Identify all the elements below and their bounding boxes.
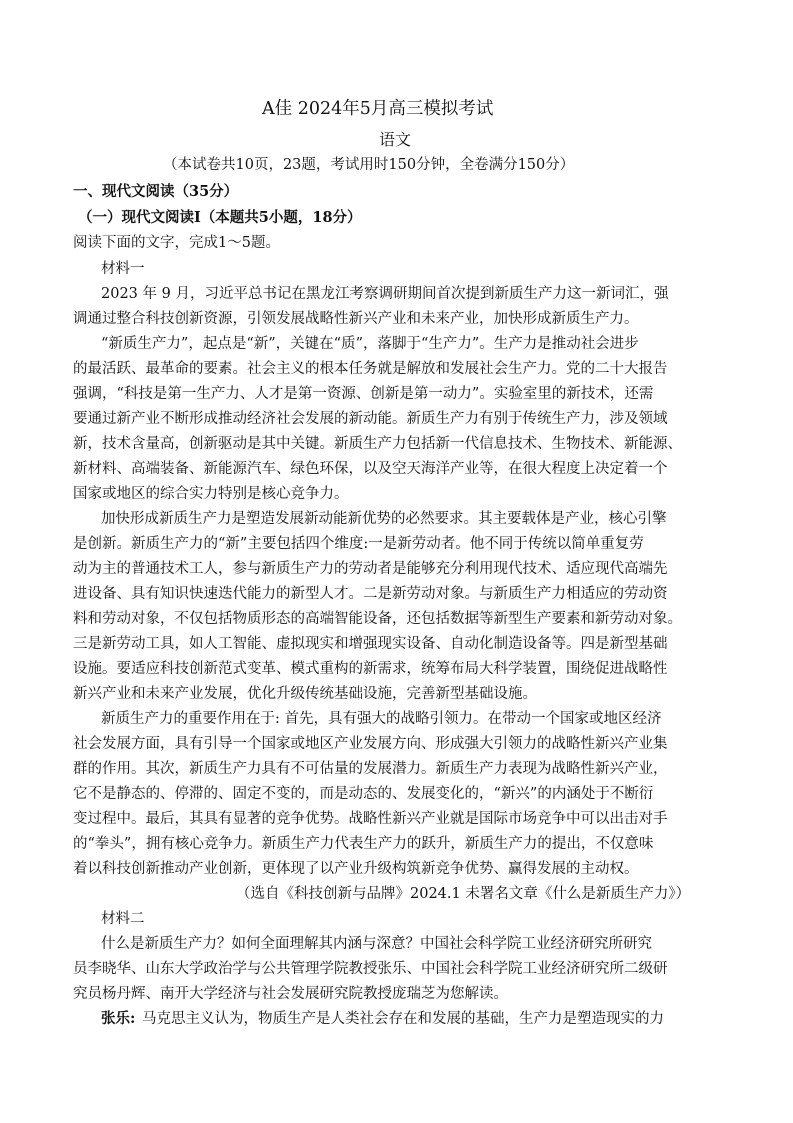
paragraph-line: 加快形成新质生产力是塑造发展新动能新优势的必然要求。其主要载体是产业，核心引擎 bbox=[101, 511, 667, 527]
paragraph-line: 料和劳动对象，不仅包括物质形态的高端智能设备，还包括数据等新型生产要素和新劳动对象。 bbox=[73, 611, 682, 627]
paragraph-line: 2023 年 9 月，习近平总书记在黑龙江考察调研期间首次提到新质生产力这一新词汇，强 bbox=[101, 286, 669, 302]
paragraph-line: 社会发展方面，具有引导一个国家或地区产业发展方向、形成强大引领力的战略性新兴产业集 bbox=[73, 736, 668, 752]
sub-section-heading: （一）现代文阅读Ⅰ（本题共5小题，18分） bbox=[78, 209, 362, 226]
paragraph-line: 新材料、高端装备、新能源汽车、绿色环保，以及空天海洋产业等，在很大程度上决定着一个 bbox=[73, 461, 668, 477]
exam-note: （本试卷共10页，23题，考试用时150分钟，全卷满分150分） bbox=[163, 157, 575, 173]
paragraph-line: 新质生产力的重要作用在于: 首先，具有强大的战略引领力。在带动一个国家或地区经济 bbox=[101, 711, 662, 727]
paragraph-line: 设施。要适应科技创新范式变革、模式重构的新需求，统筹布局大科学装置，围绕促进战略性 bbox=[73, 661, 668, 677]
paragraph-line: 群的作用。其次，新质生产力具有不可估量的发展潜力。新质生产力表现为战略性新兴产业， bbox=[73, 761, 668, 777]
subject-title: 语文 bbox=[379, 130, 412, 149]
reading-instruction: 阅读下面的文字，完成1～5题。 bbox=[73, 235, 280, 251]
paragraph-line: 新，技术含量高，创新驱动是其中关键。新质生产力包括新一代信息技术、生物技术、新能源、 bbox=[73, 436, 682, 452]
paragraph-line: 动为主的普通技术工人，参与新质生产力的劳动者是能够充分利用现代技术、适应现代高端先 bbox=[73, 561, 668, 577]
paragraph-line: 要通过新产业不断形成推动经济社会发展的新动能。新质生产力有别于传统生产力，涉及领域 bbox=[73, 411, 668, 427]
section-heading: 一、现代文阅读（35分） bbox=[73, 183, 239, 200]
paragraph-line: 三是新劳动工具，如人工智能、虚拟现实和增强现实设备、自动化制造设备等。四是新型基础 bbox=[73, 636, 668, 652]
paragraph-line: “新质生产力”，起点是“新”，关键在“质”，落脚于“生产力”。生产力是推动社会进步 bbox=[101, 336, 639, 352]
paragraph-line: 的“拳头”，拥有核心竞争力。新质生产力代表生产力的跃升，新质生产力的提出，不仅意味 bbox=[73, 836, 654, 852]
paragraph-line: 新兴产业和未来产业发展，优化升级传统基础设施，完善新型基础设施。 bbox=[73, 686, 537, 702]
paragraph-line: 它不是静态的、停滞的、固定不变的，而是动态的、发展变化的，“新兴”的内涵处于不断衍 bbox=[73, 786, 654, 802]
paragraph-line: 员李晓华、山东大学政治学与公共管理学院教授张乐、中国社会科学院工业经济研究所二级研 bbox=[73, 961, 668, 977]
paragraph-line: 是创新。新质生产力的“新”主要包括四个维度:一是新劳动者。他不同于传统以简单重复劳 bbox=[73, 536, 644, 552]
paragraph-line: 什么是新质生产力？如何全面理解其内涵与深意？中国社会科学院工业经济研究所研究 bbox=[101, 936, 652, 952]
paragraph-line: 变过程中。最后，其具有显著的竞争优势。战略性新兴产业就是国际市场竞争中可以出击对手 bbox=[73, 811, 668, 827]
paragraph-line: 着以科技创新推动产业创新，更体现了以产业升级构筑新竞争优势、赢得发展的主动权。 bbox=[73, 861, 639, 877]
source-citation: （选自《科技创新与品牌》2024.1 未署名文章《什么是新质生产力》） bbox=[236, 886, 691, 902]
paragraph-line: 国家或地区的综合实力特别是核心竞争力。 bbox=[73, 486, 349, 502]
paragraph-line: 强调，“科技是第一生产力、人才是第一资源、创新是第一动力”。实验室里的新技术，还需 bbox=[73, 386, 654, 402]
material-label: 材料一 bbox=[101, 261, 145, 277]
speaker-name: 张乐: bbox=[101, 1010, 136, 1027]
material-label: 材料二 bbox=[101, 911, 145, 927]
paragraph-line: 调通过整合科技创新资源，引领发展战略性新兴产业和未来产业，加快形成新质生产力。 bbox=[73, 311, 639, 327]
paragraph-line: 马克思主义认为，物质生产是人类社会存在和发展的基础，生产力是塑造现实的力 bbox=[142, 1011, 664, 1027]
paragraph-line: 的最活跃、最革命的要素。社会主义的根本任务就是解放和发展社会生产力。党的二十大报告 bbox=[73, 361, 668, 377]
paragraph-line: 究员杨丹辉、南开大学经济与社会发展研究院教授庞瑞芝为您解读。 bbox=[73, 986, 508, 1002]
paragraph-line: 进设备、具有知识快速迭代能力的新型人才。二是新劳动对象。与新质生产力相适应的劳动资 bbox=[73, 586, 668, 602]
exam-title: A佳 2024年5月高三模拟考试 bbox=[262, 99, 494, 119]
